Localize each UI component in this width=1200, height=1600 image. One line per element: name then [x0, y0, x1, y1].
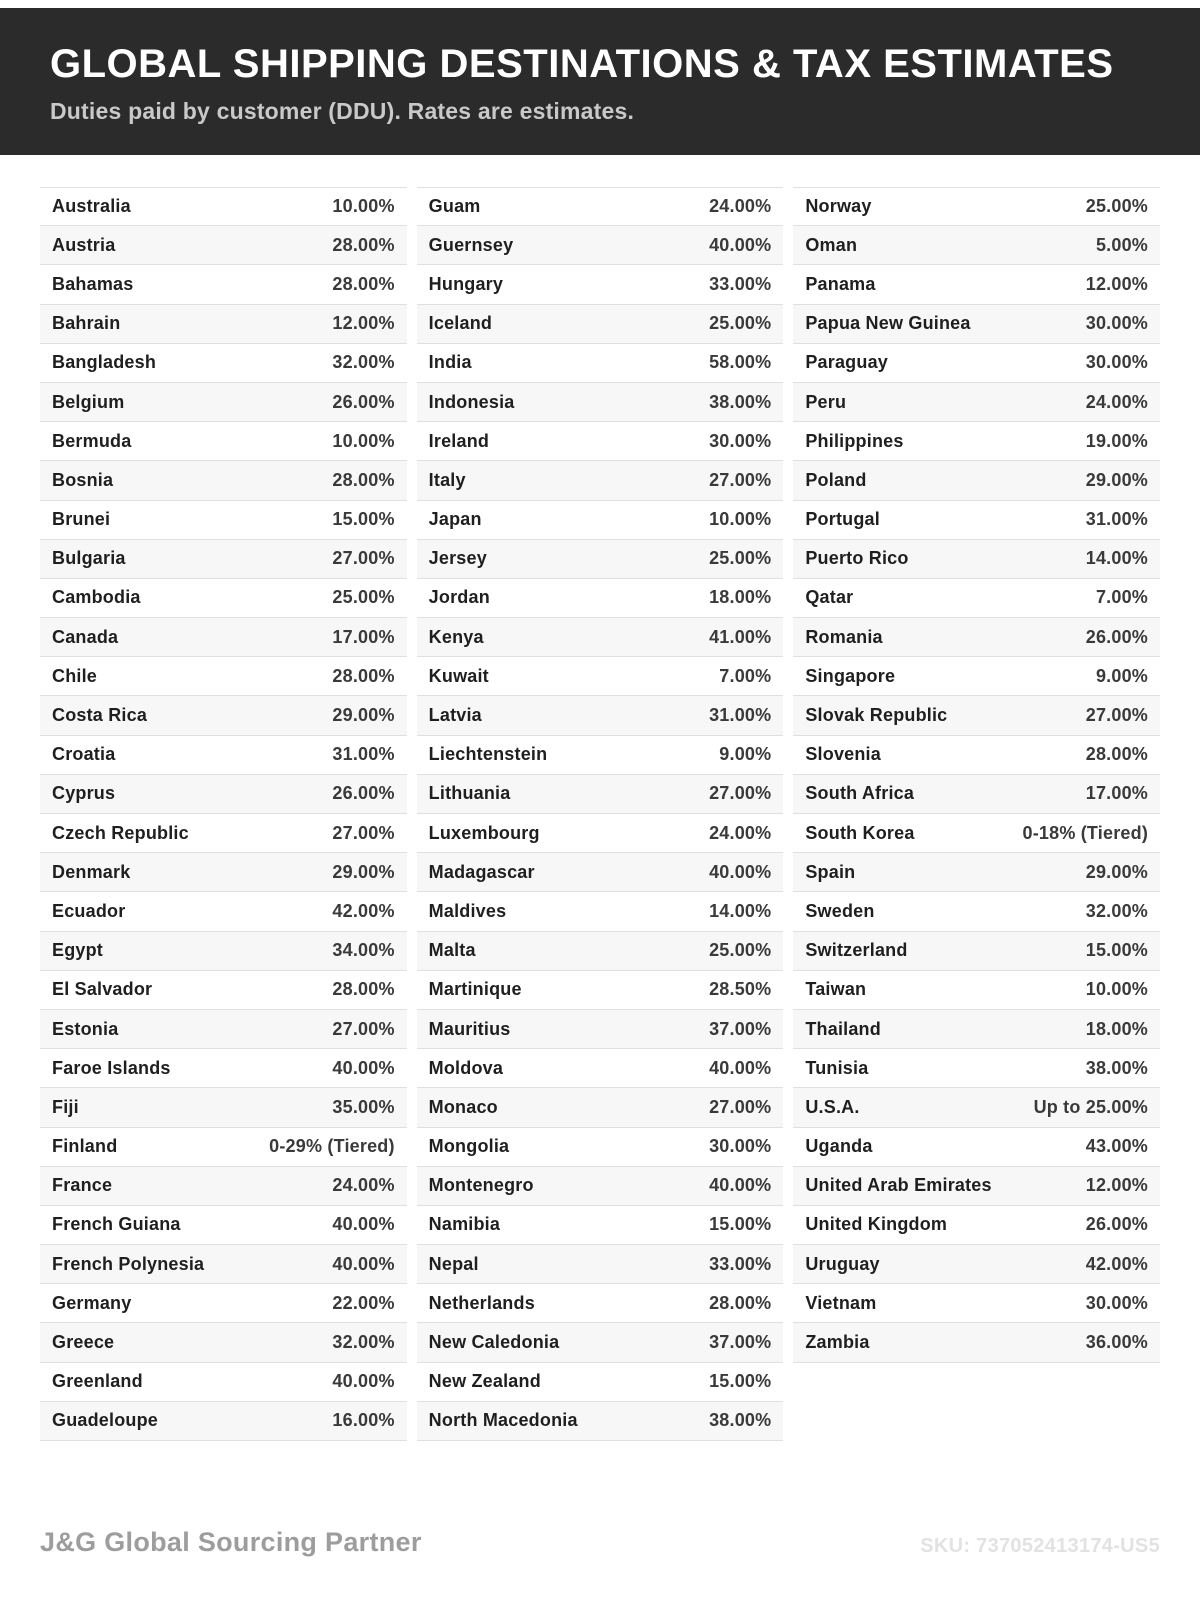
country-name: Mongolia — [428, 1136, 510, 1157]
tax-rate: 17.00% — [332, 626, 395, 647]
country-name: Uruguay — [805, 1253, 880, 1274]
table-row — [40, 971, 407, 1010]
country-name: French Polynesia — [52, 1253, 205, 1274]
table-row — [417, 892, 784, 931]
table-row — [417, 1088, 784, 1127]
country-name: Cyprus — [52, 783, 116, 804]
table-row — [40, 1363, 407, 1402]
country-name: Romania — [805, 626, 883, 647]
table-row — [793, 305, 1160, 344]
tax-rate: 31.00% — [1085, 509, 1149, 530]
table-row — [417, 696, 784, 735]
table-row — [40, 265, 407, 304]
country-name: Vietnam — [805, 1292, 877, 1313]
table-row — [40, 422, 407, 461]
tax-rate: 5.00% — [1095, 234, 1149, 255]
country-name: Maldives — [428, 900, 507, 921]
table-row — [40, 461, 407, 500]
table-row — [417, 422, 784, 461]
tax-rate: 25.00% — [709, 940, 772, 961]
table-row — [40, 187, 407, 226]
tax-rate: 14.00% — [709, 900, 772, 921]
country-name: Uganda — [805, 1136, 873, 1157]
country-name: Poland — [805, 469, 867, 490]
tax-rate: 12.00% — [1085, 1175, 1149, 1196]
tax-rate: 16.00% — [332, 1410, 395, 1431]
tax-rate: 10.00% — [332, 196, 395, 217]
table-row — [40, 736, 407, 775]
table-row — [793, 1245, 1160, 1284]
country-name: South Korea — [805, 822, 915, 843]
tax-rate: 17.00% — [1085, 783, 1149, 804]
table-row — [40, 305, 407, 344]
table-row — [793, 932, 1160, 971]
tax-rate: 25.00% — [709, 313, 772, 334]
country-name: Norway — [805, 196, 872, 217]
country-name: Paraguay — [805, 352, 888, 373]
table-row — [40, 383, 407, 422]
tax-rate: 26.00% — [332, 391, 395, 412]
country-name: Netherlands — [428, 1292, 535, 1313]
table-row — [417, 1323, 784, 1362]
country-name: Latvia — [428, 705, 482, 726]
tax-rate: 25.00% — [1085, 196, 1149, 217]
country-name: French Guiana — [52, 1214, 181, 1235]
table-row — [417, 579, 784, 618]
country-name: Papua New Guinea — [805, 313, 971, 334]
tax-rate: 10.00% — [709, 509, 772, 530]
tax-rate: 32.00% — [332, 1332, 395, 1353]
country-name: Jordan — [428, 587, 490, 608]
country-name: Taiwan — [805, 979, 867, 1000]
table-row — [793, 1088, 1160, 1127]
table-row — [793, 736, 1160, 775]
country-name: Guam — [428, 196, 481, 217]
country-name: Liechtenstein — [428, 744, 548, 765]
country-name: North Macedonia — [428, 1410, 578, 1431]
tax-rate: 9.00% — [719, 744, 772, 765]
table-row — [793, 1323, 1160, 1362]
tax-rate: 43.00% — [1085, 1136, 1149, 1157]
table-row — [793, 1284, 1160, 1323]
tax-rate: 34.00% — [332, 940, 395, 961]
tax-rate: 30.00% — [1085, 352, 1149, 373]
table-row — [40, 1402, 407, 1441]
table-row — [40, 932, 407, 971]
tax-rate: 28.00% — [332, 273, 395, 294]
tax-rate: 42.00% — [1085, 1253, 1149, 1274]
tax-rate: 31.00% — [332, 744, 395, 765]
table-row — [793, 853, 1160, 892]
tax-rate: 10.00% — [332, 430, 395, 451]
footer — [0, 1527, 1200, 1600]
table-row — [417, 461, 784, 500]
country-name: Austria — [52, 234, 116, 255]
table-row — [40, 501, 407, 540]
table-row — [793, 1167, 1160, 1206]
table-row — [417, 814, 784, 853]
tax-rate: 29.00% — [1085, 469, 1149, 490]
country-name: Costa Rica — [52, 705, 148, 726]
table-row — [417, 540, 784, 579]
rates-column-3 — [793, 187, 1160, 1363]
tax-rate: 12.00% — [1085, 273, 1149, 294]
table-row — [40, 579, 407, 618]
country-name: Bahrain — [52, 313, 121, 334]
tax-rate: 27.00% — [332, 548, 395, 569]
tax-rate: 9.00% — [1095, 665, 1149, 686]
brand-name: J&G Global Sourcing Partner — [40, 1527, 422, 1557]
country-name: Czech Republic — [52, 822, 189, 843]
country-name: Slovenia — [805, 744, 881, 765]
tax-rate: 27.00% — [332, 822, 395, 843]
table-row — [417, 853, 784, 892]
table-row — [40, 892, 407, 931]
table-row — [793, 696, 1160, 735]
table-row — [40, 1010, 407, 1049]
country-name: Portugal — [805, 509, 880, 530]
table-row — [793, 383, 1160, 422]
tax-rate: 7.00% — [1095, 587, 1149, 608]
tax-rate: 40.00% — [332, 1253, 395, 1274]
tax-rate: Up to 25.00% — [1033, 1096, 1149, 1117]
country-name: Tunisia — [805, 1057, 869, 1078]
table-row — [40, 344, 407, 383]
table-row — [40, 1245, 407, 1284]
country-name: India — [428, 352, 472, 373]
table-row — [417, 775, 784, 814]
country-name: Chile — [52, 665, 98, 686]
tax-rate: 24.00% — [1085, 391, 1149, 412]
country-name: Kenya — [428, 626, 484, 647]
tax-rate: 27.00% — [332, 1018, 395, 1039]
table-row — [793, 265, 1160, 304]
table-row — [417, 618, 784, 657]
tax-rate: 15.00% — [1085, 940, 1149, 961]
tax-rate: 31.00% — [709, 705, 772, 726]
table-row — [793, 540, 1160, 579]
tax-rate: 30.00% — [709, 430, 772, 451]
rates-column-2 — [417, 187, 784, 1441]
table-row — [417, 657, 784, 696]
tax-rate: 37.00% — [709, 1018, 772, 1039]
tax-rate: 7.00% — [719, 665, 772, 686]
tax-rate: 32.00% — [332, 352, 395, 373]
table-row — [793, 1010, 1160, 1049]
country-name: Zambia — [805, 1332, 870, 1353]
table-row — [793, 775, 1160, 814]
country-name: Indonesia — [428, 391, 515, 412]
table-row — [793, 971, 1160, 1010]
country-name: United Kingdom — [805, 1214, 948, 1235]
country-name: Montenegro — [428, 1175, 534, 1196]
tax-rate: 0-29% (Tiered) — [269, 1136, 395, 1157]
tax-rate: 35.00% — [332, 1096, 395, 1117]
table-row — [417, 1402, 784, 1441]
table-row — [40, 1284, 407, 1323]
table-row — [417, 1363, 784, 1402]
country-name: Ecuador — [52, 900, 126, 921]
country-name: Finland — [52, 1136, 118, 1157]
table-row — [793, 461, 1160, 500]
country-name: Peru — [805, 391, 847, 412]
country-name: Fiji — [52, 1096, 79, 1117]
country-name: Belgium — [52, 391, 125, 412]
country-name: Bahamas — [52, 273, 134, 294]
table-row — [417, 501, 784, 540]
tax-rate: 25.00% — [332, 587, 395, 608]
table-row — [417, 305, 784, 344]
tax-rate: 58.00% — [709, 352, 772, 373]
tax-rate: 15.00% — [709, 1214, 772, 1235]
country-name: United Arab Emirates — [805, 1175, 992, 1196]
table-row — [40, 814, 407, 853]
table-row — [417, 1245, 784, 1284]
country-name: Canada — [52, 626, 119, 647]
table-row — [40, 226, 407, 265]
table-row — [793, 1049, 1160, 1088]
tax-rate: 27.00% — [709, 783, 772, 804]
country-name: Japan — [428, 509, 482, 530]
tax-rate: 40.00% — [332, 1371, 395, 1392]
rates-column-1 — [40, 187, 407, 1441]
tax-rate: 28.00% — [709, 1292, 772, 1313]
tax-rate: 29.00% — [332, 861, 395, 882]
tax-rate: 28.00% — [1085, 744, 1149, 765]
tax-rate: 15.00% — [709, 1371, 772, 1392]
table-row — [417, 344, 784, 383]
country-name: Martinique — [428, 979, 522, 1000]
table-row — [40, 1088, 407, 1127]
tax-rate: 14.00% — [1085, 548, 1149, 569]
tax-rate: 28.00% — [332, 234, 395, 255]
tax-rate: 28.00% — [332, 979, 395, 1000]
tax-rate: 42.00% — [332, 900, 395, 921]
tax-rate: 28.50% — [709, 979, 772, 1000]
table-row — [793, 1206, 1160, 1245]
tax-rate: 26.00% — [1085, 626, 1149, 647]
country-name: Germany — [52, 1292, 132, 1313]
country-name: Hungary — [428, 273, 504, 294]
header-banner — [0, 8, 1200, 155]
table-row — [417, 932, 784, 971]
country-name: France — [52, 1175, 113, 1196]
tax-rate: 28.00% — [332, 469, 395, 490]
tax-rates-table — [0, 187, 1200, 1441]
table-row — [793, 501, 1160, 540]
page-title: GLOBAL SHIPPING DESTINATIONS & TAX ESTIMATES — [50, 42, 1114, 86]
country-name: Guernsey — [428, 234, 514, 255]
country-name: Switzerland — [805, 940, 908, 961]
country-name: Madagascar — [428, 861, 535, 882]
tax-rate: 33.00% — [709, 1253, 772, 1274]
country-name: New Zealand — [428, 1371, 541, 1392]
table-row — [417, 1206, 784, 1245]
table-row — [417, 1010, 784, 1049]
table-row — [40, 1206, 407, 1245]
tax-rate: 30.00% — [1085, 313, 1149, 334]
table-row — [40, 853, 407, 892]
country-name: Namibia — [428, 1214, 501, 1235]
tax-rate: 27.00% — [709, 1096, 772, 1117]
tax-rate: 38.00% — [709, 391, 772, 412]
country-name: Panama — [805, 273, 876, 294]
country-name: Denmark — [52, 861, 131, 882]
tax-rate: 28.00% — [332, 665, 395, 686]
country-name: Iceland — [428, 313, 493, 334]
country-name: Greenland — [52, 1371, 143, 1392]
country-name: Ireland — [428, 430, 490, 451]
country-name: Cambodia — [52, 587, 141, 608]
tax-rate: 29.00% — [332, 705, 395, 726]
tax-rate: 30.00% — [1085, 1292, 1149, 1313]
tax-rate: 26.00% — [1085, 1214, 1149, 1235]
tax-rate: 26.00% — [332, 783, 395, 804]
country-name: Qatar — [805, 587, 854, 608]
table-row — [417, 1049, 784, 1088]
table-row — [417, 226, 784, 265]
tax-rate: 10.00% — [1085, 979, 1149, 1000]
table-row — [793, 579, 1160, 618]
country-name: Monaco — [428, 1096, 498, 1117]
tax-rate: 19.00% — [1085, 430, 1149, 451]
table-row — [417, 187, 784, 226]
tax-rate: 12.00% — [332, 313, 395, 334]
tax-rate: 22.00% — [332, 1292, 395, 1313]
table-row — [793, 657, 1160, 696]
country-name: Brunei — [52, 509, 111, 530]
country-name: Spain — [805, 861, 856, 882]
tax-rate: 41.00% — [709, 626, 772, 647]
table-row — [417, 383, 784, 422]
table-row — [417, 265, 784, 304]
tax-rate: 37.00% — [709, 1332, 772, 1353]
tax-rate: 18.00% — [1085, 1018, 1149, 1039]
country-name: Philippines — [805, 430, 904, 451]
country-name: Nepal — [428, 1253, 479, 1274]
table-row — [40, 1323, 407, 1362]
country-name: Puerto Rico — [805, 548, 909, 569]
country-name: Croatia — [52, 744, 116, 765]
table-row — [40, 1128, 407, 1167]
table-row — [793, 1128, 1160, 1167]
table-row — [793, 344, 1160, 383]
country-name: Jersey — [428, 548, 487, 569]
table-row — [793, 618, 1160, 657]
tax-rate: 40.00% — [709, 1175, 772, 1196]
table-row — [793, 187, 1160, 226]
table-row — [40, 657, 407, 696]
country-name: Moldova — [428, 1057, 504, 1078]
country-name: Bermuda — [52, 430, 132, 451]
tax-rate: 24.00% — [709, 822, 772, 843]
country-name: Bangladesh — [52, 352, 157, 373]
country-name: Slovak Republic — [805, 705, 948, 726]
table-row — [40, 1049, 407, 1088]
page-subtitle: Duties paid by customer (DDU). Rates are estimates. — [50, 98, 635, 124]
tax-rate: 15.00% — [332, 509, 395, 530]
tax-rate: 27.00% — [1085, 705, 1149, 726]
country-name: U.S.A. — [805, 1096, 860, 1117]
tax-rate: 40.00% — [709, 861, 772, 882]
country-name: Bulgaria — [52, 548, 126, 569]
country-name: Oman — [805, 234, 858, 255]
tax-rate: 38.00% — [709, 1410, 772, 1431]
tax-rate: 32.00% — [1085, 900, 1149, 921]
tax-rate: 40.00% — [332, 1057, 395, 1078]
tax-rate: 30.00% — [709, 1136, 772, 1157]
table-row — [793, 226, 1160, 265]
tax-rate: 29.00% — [1085, 861, 1149, 882]
country-name: Singapore — [805, 665, 896, 686]
tax-rate: 36.00% — [1085, 1332, 1149, 1353]
table-row — [40, 696, 407, 735]
table-row — [793, 422, 1160, 461]
country-name: Kuwait — [428, 665, 489, 686]
tax-rate: 40.00% — [332, 1214, 395, 1235]
tax-rate: 27.00% — [709, 469, 772, 490]
tax-rate: 40.00% — [709, 234, 772, 255]
tax-rate: 0-18% (Tiered) — [1022, 822, 1149, 843]
country-name: Guadeloupe — [52, 1410, 159, 1431]
tax-rate: 25.00% — [709, 548, 772, 569]
country-name: Estonia — [52, 1018, 119, 1039]
table-row — [417, 1128, 784, 1167]
table-row — [417, 1167, 784, 1206]
country-name: Bosnia — [52, 469, 114, 490]
country-name: Australia — [52, 196, 131, 217]
country-name: Italy — [428, 469, 466, 490]
table-row — [793, 892, 1160, 931]
country-name: Faroe Islands — [52, 1057, 171, 1078]
sku-label: SKU: 737052413174-US5 — [920, 1535, 1160, 1557]
table-row — [417, 1284, 784, 1323]
table-row — [40, 1167, 407, 1206]
country-name: Luxembourg — [428, 822, 540, 843]
country-name: Mauritius — [428, 1018, 511, 1039]
tax-rate: 24.00% — [709, 196, 772, 217]
country-name: Sweden — [805, 900, 875, 921]
country-name: Lithuania — [428, 783, 511, 804]
country-name: El Salvador — [52, 979, 153, 1000]
table-row — [417, 971, 784, 1010]
country-name: Greece — [52, 1332, 115, 1353]
table-row — [40, 618, 407, 657]
country-name: New Caledonia — [428, 1332, 560, 1353]
tax-rate: 18.00% — [709, 587, 772, 608]
tax-rate: 33.00% — [709, 273, 772, 294]
table-row — [40, 775, 407, 814]
tax-rate: 40.00% — [709, 1057, 772, 1078]
table-row — [417, 736, 784, 775]
table-row — [40, 540, 407, 579]
tax-rate: 24.00% — [332, 1175, 395, 1196]
table-row — [793, 814, 1160, 853]
country-name: Malta — [428, 940, 476, 961]
country-name: Egypt — [52, 940, 104, 961]
tax-rate: 38.00% — [1085, 1057, 1149, 1078]
country-name: South Africa — [805, 783, 915, 804]
country-name: Thailand — [805, 1018, 881, 1039]
